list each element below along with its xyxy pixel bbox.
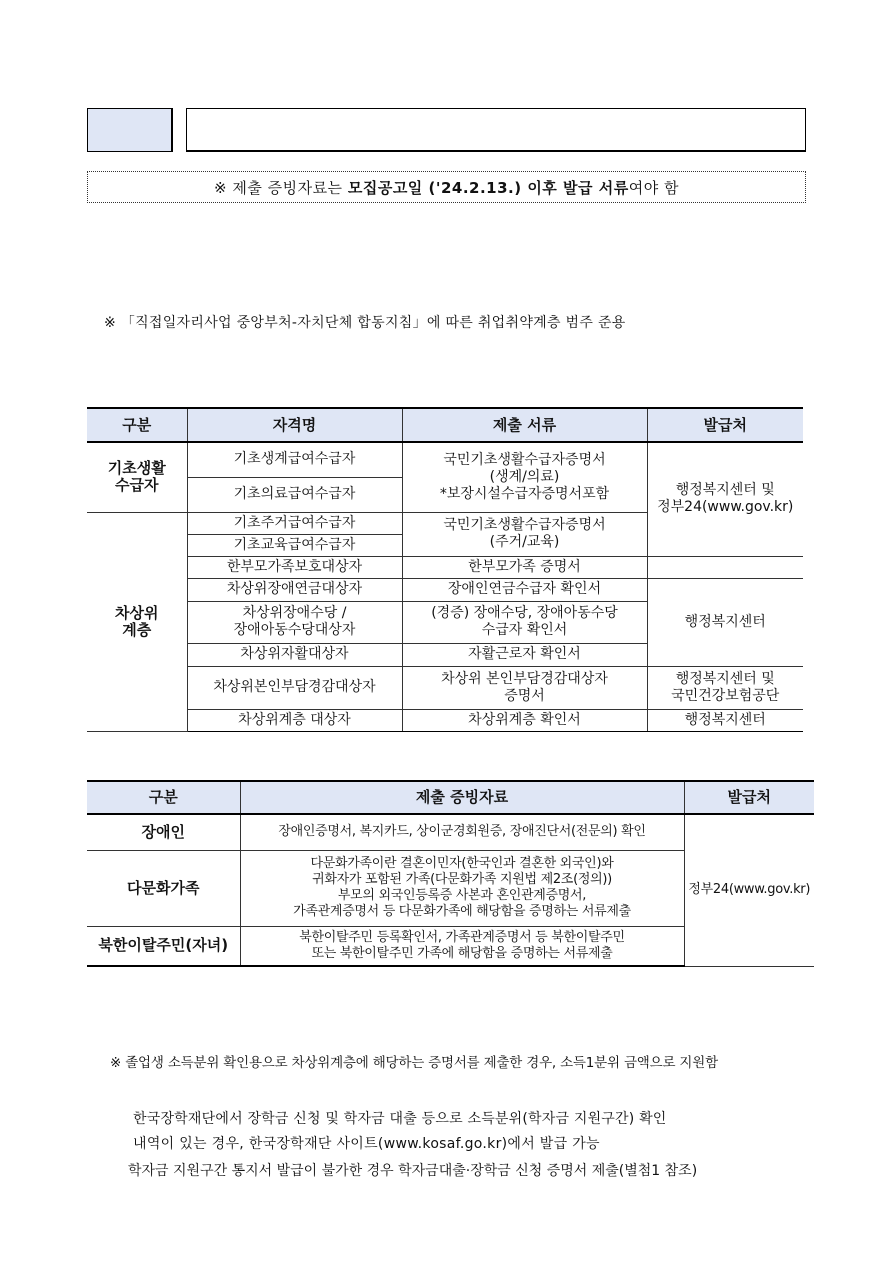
header-documents: 제출 서류 xyxy=(402,408,647,442)
graduate-note: ※ 졸업생 소득분위 확인용으로 차상위계층에 해당하는 증명서를 제출한 경우, 소득1분위 금액으로 지원함 xyxy=(110,1055,718,1071)
doc-near-poor: 차상위계층 확인서 xyxy=(402,709,647,731)
kosaf-fallback: 학자금 지원구간 통지서 발급이 불가한 경우 학자금대출·장학금 신청 증명서 제출(별첨1 참조) xyxy=(128,1163,698,1179)
qual-self-support: 차상위자활대상자 xyxy=(187,643,402,666)
group-basic-livelihood: 기초생활 수급자 xyxy=(87,442,187,512)
issuer-welfare-gov24: 행정복지센터 및 정부24(www.gov.kr) xyxy=(647,442,803,556)
qual-disability-pension: 차상위장애연금대상자 xyxy=(187,578,402,601)
table-row xyxy=(87,556,803,578)
qual-livelihood: 기초생계급여수급자 xyxy=(187,442,402,477)
doc-copay-reduction: 차상위 본인부담경감대상자 증명서 xyxy=(402,666,647,709)
label-multicultural: 다문화가족 xyxy=(87,850,240,926)
notice-suffix: 여야 함 xyxy=(628,178,679,197)
header-issuer: 발급처 xyxy=(684,781,814,814)
table-row xyxy=(87,666,803,709)
qual-education: 기초교육급여수급자 xyxy=(187,534,402,556)
table-row xyxy=(87,709,803,731)
issuer-welfare-center: 행정복지센터 xyxy=(647,578,803,666)
qual-near-poor: 차상위계층 대상자 xyxy=(187,709,402,731)
qual-copay-reduction: 차상위본인부담경감대상자 xyxy=(187,666,402,709)
table-header-row xyxy=(87,408,803,442)
section-title-box xyxy=(186,108,806,152)
issuer-gov24: 정부24(www.gov.kr) xyxy=(684,814,814,966)
qual-housing: 기초주거급여수급자 xyxy=(187,512,402,534)
table-row xyxy=(87,814,814,850)
group-near-poor: 차상위 계층 xyxy=(87,512,187,731)
issuer-welfare-nhis: 행정복지센터 및 국민건강보험공단 xyxy=(647,666,803,709)
supporting-docs-table xyxy=(87,780,814,967)
issuer-welfare-center-last: 행정복지센터 xyxy=(647,709,803,731)
guideline-note: ※ 「직접일자리사업 중앙부처-자치단체 합동지침」에 따른 취업취약계층 범주 준용 xyxy=(104,315,626,331)
doc-single-parent: 한부모가족 증명서 xyxy=(402,556,647,578)
table-header-row xyxy=(87,781,814,814)
section-number-box xyxy=(87,108,173,152)
notice-prefix: ※ 제출 증빙자료는 xyxy=(214,178,343,197)
qual-single-parent: 한부모가족보호대상자 xyxy=(187,556,402,578)
header-category: 구분 xyxy=(87,781,240,814)
doc-disability-pension: 장애인연금수급자 확인서 xyxy=(402,578,647,601)
issuer-blank xyxy=(647,556,803,578)
doc-basic-b: 국민기초생활수급자증명서 (주거/교육) xyxy=(402,512,647,556)
header-supporting-docs: 제출 증빙자료 xyxy=(240,781,684,814)
doc-basic-a: 국민기초생활수급자증명서 (생계/의료) *보장시설수급자증명서포함 xyxy=(402,442,647,512)
label-defector: 북한이탈주민(자녀) xyxy=(87,926,240,966)
kosaf-line-2: 내역이 있는 경우, 한국장학재단 사이트(www.kosaf.go.kr)에서 발급 가능 xyxy=(133,1136,600,1152)
table-row xyxy=(87,442,803,477)
doc-disability-allowance: (경증) 장애수당, 장애아동수당 수급자 확인서 xyxy=(402,601,647,643)
qual-disability-allowance: 차상위장애수당 / 장애아동수당대상자 xyxy=(187,601,402,643)
label-disabled: 장애인 xyxy=(87,814,240,850)
docs-multicultural: 다문화가족이란 결혼이민자(한국인과 결혼한 외국인)와 귀화자가 포함된 가족(다문화가족 지원법 제2조(정의)) 부모의 외국인등록증 사본과 혼인관계증명서, 가족관계증명서 등 다문화가족에 해당함을 증명하는 서류제출 xyxy=(240,850,684,926)
kosaf-line-1: 한국장학재단에서 장학금 신청 및 학자금 대출 등으로 소득분위(학자금 지원구간) 확인 xyxy=(133,1111,667,1127)
notice-bold: 모집공고일 ('24.2.13.) 이후 발급 서류 xyxy=(347,178,629,197)
doc-self-support: 자활근로자 확인서 xyxy=(402,643,647,666)
docs-disabled: 장애인증명서, 복지카드, 상이군경회원증, 장애진단서(전문의) 확인 xyxy=(240,814,684,850)
eligibility-table xyxy=(87,407,803,732)
docs-defector: 북한이탈주민 등록확인서, 가족관계증명서 등 북한이탈주민 또는 북한이탈주민 가족에 해당함을 증명하는 서류제출 xyxy=(240,926,684,966)
header-category: 구분 xyxy=(87,408,187,442)
header-issuer: 발급처 xyxy=(647,408,803,442)
header-qualification: 자격명 xyxy=(187,408,402,442)
qual-medical: 기초의료급여수급자 xyxy=(187,477,402,512)
table-row xyxy=(87,578,803,601)
notice-box xyxy=(87,171,806,203)
